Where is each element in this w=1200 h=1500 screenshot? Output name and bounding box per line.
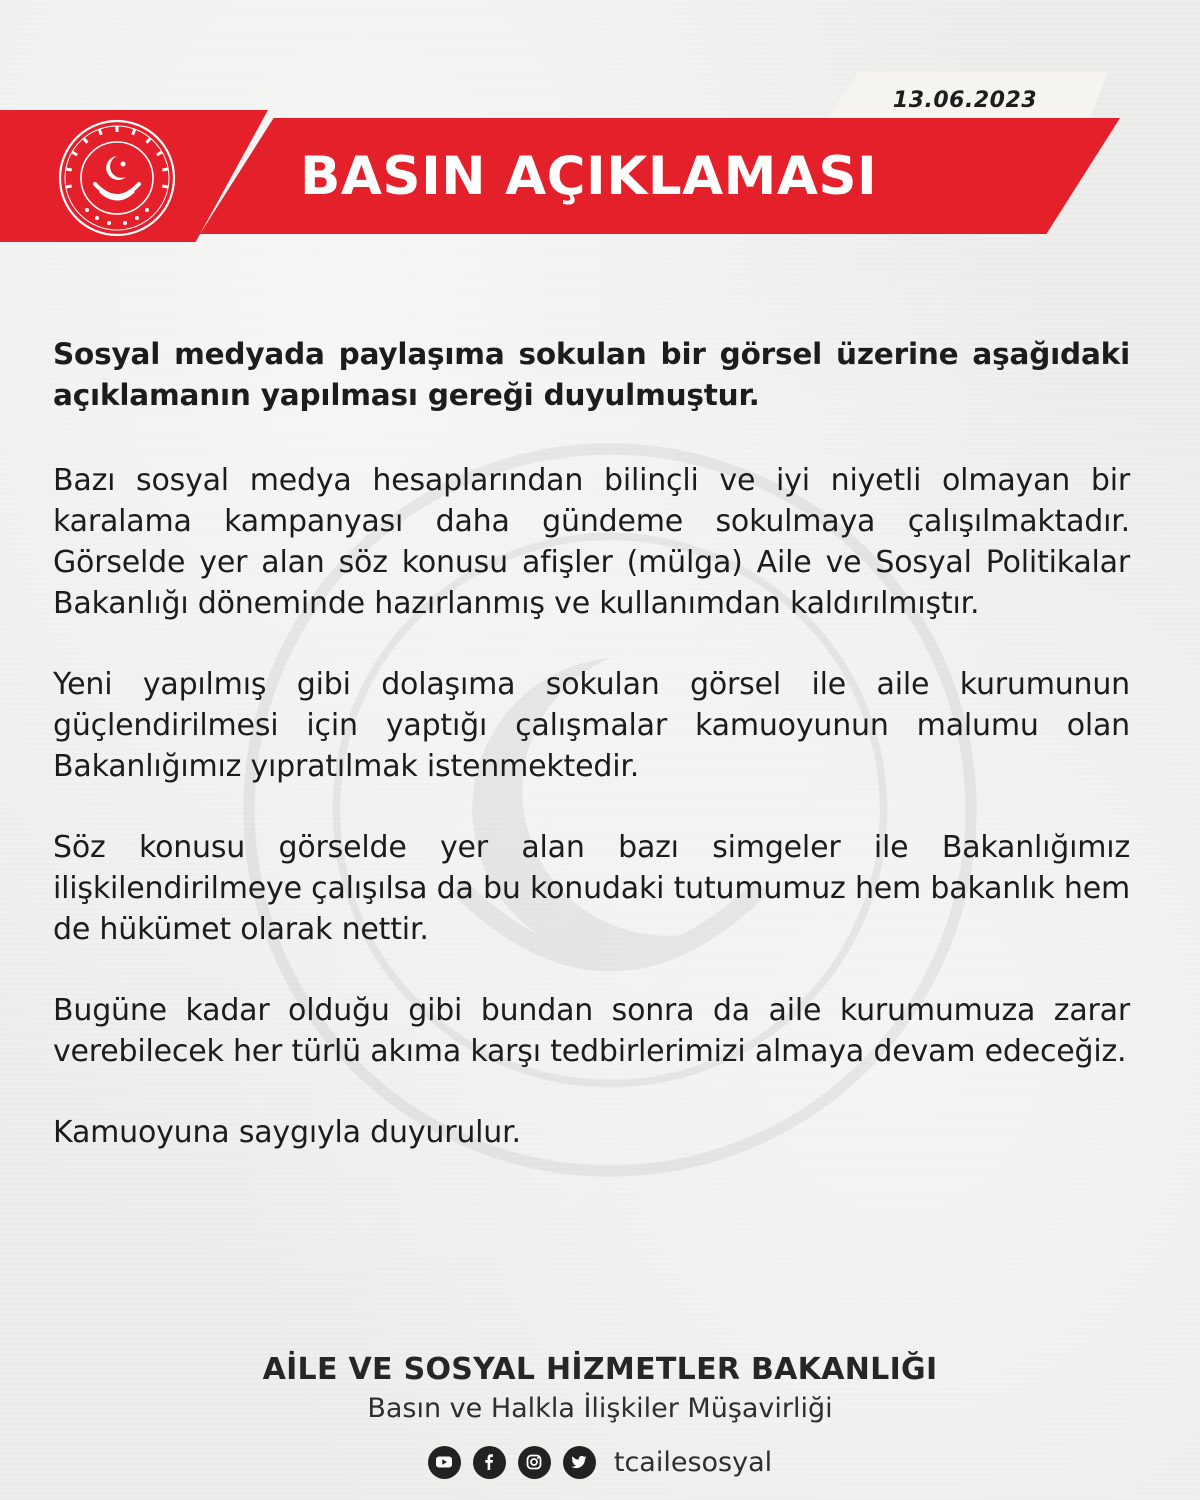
page-title: BASIN AÇIKLAMASI — [300, 146, 878, 207]
release-date: 13.06.2023 — [892, 88, 1038, 113]
department-name: Basın ve Halkla İlişkiler Müşavirliği — [367, 1393, 833, 1424]
social-handle[interactable]: tcailesosyal — [613, 1446, 773, 1478]
organization-name: AİLE VE SOSYAL HİZMETLER BAKANLIĞI — [262, 1352, 938, 1387]
ministry-seal-logo — [57, 118, 177, 238]
closing-paragraph: Kamuoyuna saygıyla duyurulur. — [53, 1115, 521, 1150]
instagram-icon[interactable] — [518, 1446, 551, 1479]
paragraph-3: Söz konusu görselde yer alan bazı simgeler ile Bakanlığımız ilişkilendirilmeye çalışılsa da bu konudaki tutumumuz hem bakanlık hem de hükümet olarak nettir. — [53, 830, 1130, 947]
social-links — [0, 1442, 1200, 1482]
paragraph-4: Bugüne kadar olduğu gibi bundan sonra da aile kurumumuza zarar verebilecek her türlü akıma karşı tedbirlerimizi almaya devam edeceğiz. — [53, 993, 1130, 1069]
press-release-body — [53, 334, 1130, 1193]
twitter-icon[interactable] — [563, 1446, 596, 1479]
paragraph-1: Bazı sosyal medya hesaplarından bilinçli ve iyi niyetli olmayan bir karalama kampanyası daha gündeme sokulmaya çalışılmaktadır. Görselde yer alan söz konusu afişler (mülga) Aile ve Sosyal Politikalar Bakanlığı döneminde hazırlanmış ve kullanımdan kaldırılmıştır. — [53, 463, 1130, 621]
lead-paragraph: Sosyal medyada paylaşıma sokulan bir görsel üzerine aşağıdaki açıklamanın yapılması gereği duyulmuştur. — [53, 337, 1130, 412]
youtube-icon[interactable] — [428, 1446, 461, 1479]
paragraph-2: Yeni yapılmış gibi dolaşıma sokulan görsel ile aile kurumunun güçlendirilmesi için yaptığı çalışmalar kamuoyunun malumu olan Bakanlığımız yıpratılmak istenmektedir. — [53, 667, 1130, 784]
facebook-icon[interactable] — [473, 1446, 506, 1479]
